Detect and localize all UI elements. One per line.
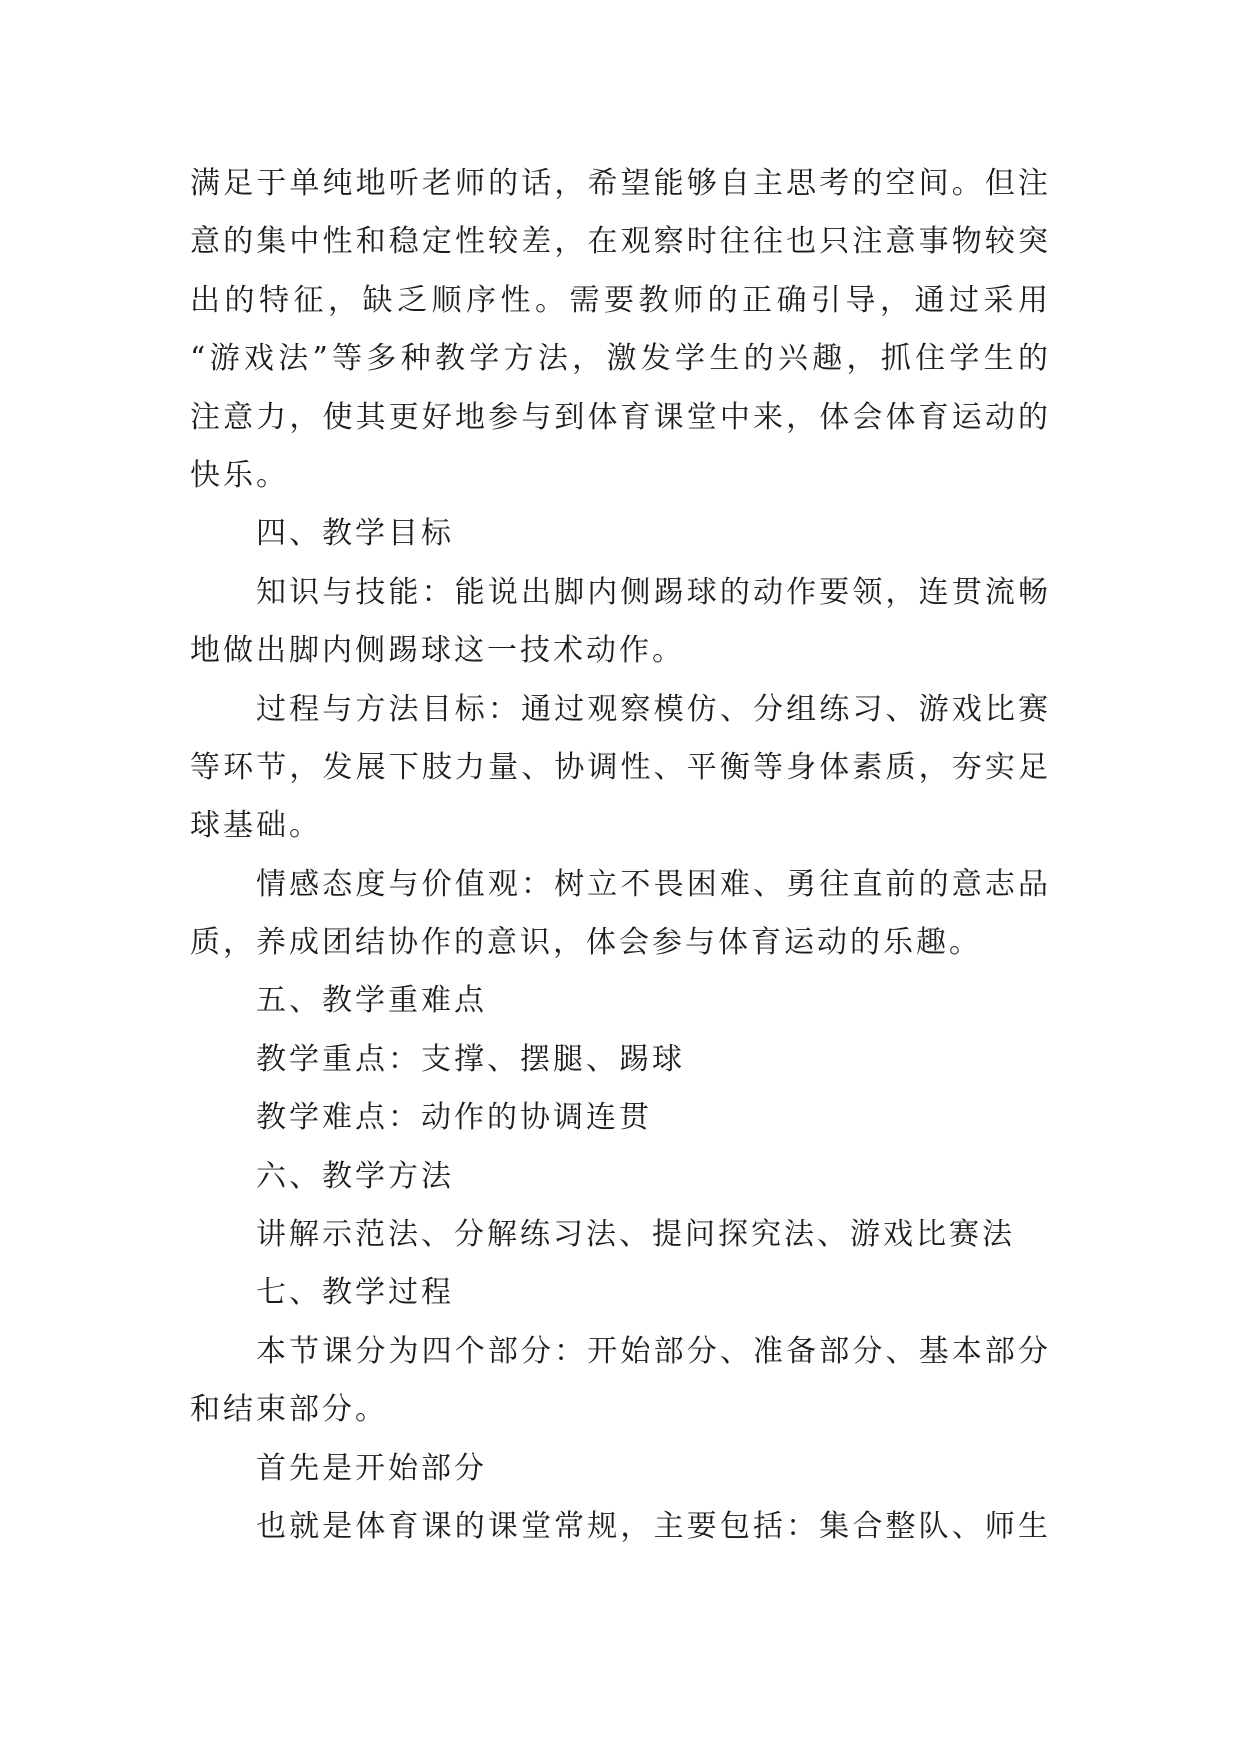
text-line: 首先是开始部分 [256, 1450, 487, 1486]
text-line: 本节课分为四个部分：开始部分、准备部分、基本部分 [256, 1333, 1051, 1369]
text-line: 也就是体育课的课堂常规，主要包括：集合整队、师生 [256, 1508, 1051, 1544]
text-line: “游戏法”等多种教学方法，激发学生的兴趣，抓住学生的 [190, 341, 1051, 377]
paragraph [190, 1031, 1051, 1089]
paragraph [190, 1089, 1051, 1147]
text-line: 地做出脚内侧踢球这一技术动作。 [190, 633, 685, 669]
heading-line: 六、教学方法 [256, 1158, 454, 1194]
paragraph [190, 564, 1051, 681]
paragraph [190, 856, 1051, 973]
paragraph [190, 1498, 1051, 1556]
text-line: 知识与技能：能说出脚内侧踢球的动作要领，连贯流畅 [256, 574, 1051, 610]
text-line: 过程与方法目标：通过观察模仿、分组练习、游戏比赛 [256, 691, 1051, 727]
section-heading [190, 505, 1051, 563]
paragraph [190, 155, 1051, 505]
paragraph [190, 681, 1051, 856]
text-line: 满足于单纯地听老师的话，希望能够自主思考的空间。但注 [190, 166, 1051, 201]
section-heading [190, 972, 1051, 1030]
text-line: 快乐。 [190, 457, 289, 493]
section-heading [190, 1264, 1051, 1322]
heading-line: 四、教学目标 [256, 516, 454, 552]
text-line: 和结束部分。 [190, 1392, 388, 1428]
text-line: 等环节，发展下肢力量、协调性、平衡等身体素质，夯实足 [190, 749, 1051, 785]
text-line: 讲解示范法、分解练习法、提问探究法、游戏比赛法 [256, 1217, 1015, 1253]
text-line: 意的集中性和稳定性较差，在观察时往往也只注意事物较突 [190, 224, 1051, 260]
paragraph [190, 1323, 1051, 1440]
text-line: 教学难点：动作的协调连贯 [256, 1100, 652, 1136]
section-heading [190, 1148, 1051, 1206]
text-line: 注意力，使其更好地参与到体育课堂中来，体会体育运动的 [190, 399, 1051, 435]
paragraph [190, 1206, 1051, 1264]
text-line: 情感态度与价值观：树立不畏困难、勇往直前的意志品 [256, 866, 1051, 902]
heading-line: 七、教学过程 [256, 1275, 454, 1311]
text-line: 出的特征，缺乏顺序性。需要教师的正确引导，通过采用 [190, 282, 1051, 318]
heading-line: 五、教学重难点 [256, 983, 487, 1019]
text-line: 球基础。 [190, 808, 322, 844]
paragraph [190, 1440, 1051, 1498]
document-body [190, 155, 1051, 1556]
text-line: 教学重点：支撑、摆腿、踢球 [256, 1041, 685, 1077]
text-line: 质，养成团结协作的意识，体会参与体育运动的乐趣。 [190, 925, 982, 961]
